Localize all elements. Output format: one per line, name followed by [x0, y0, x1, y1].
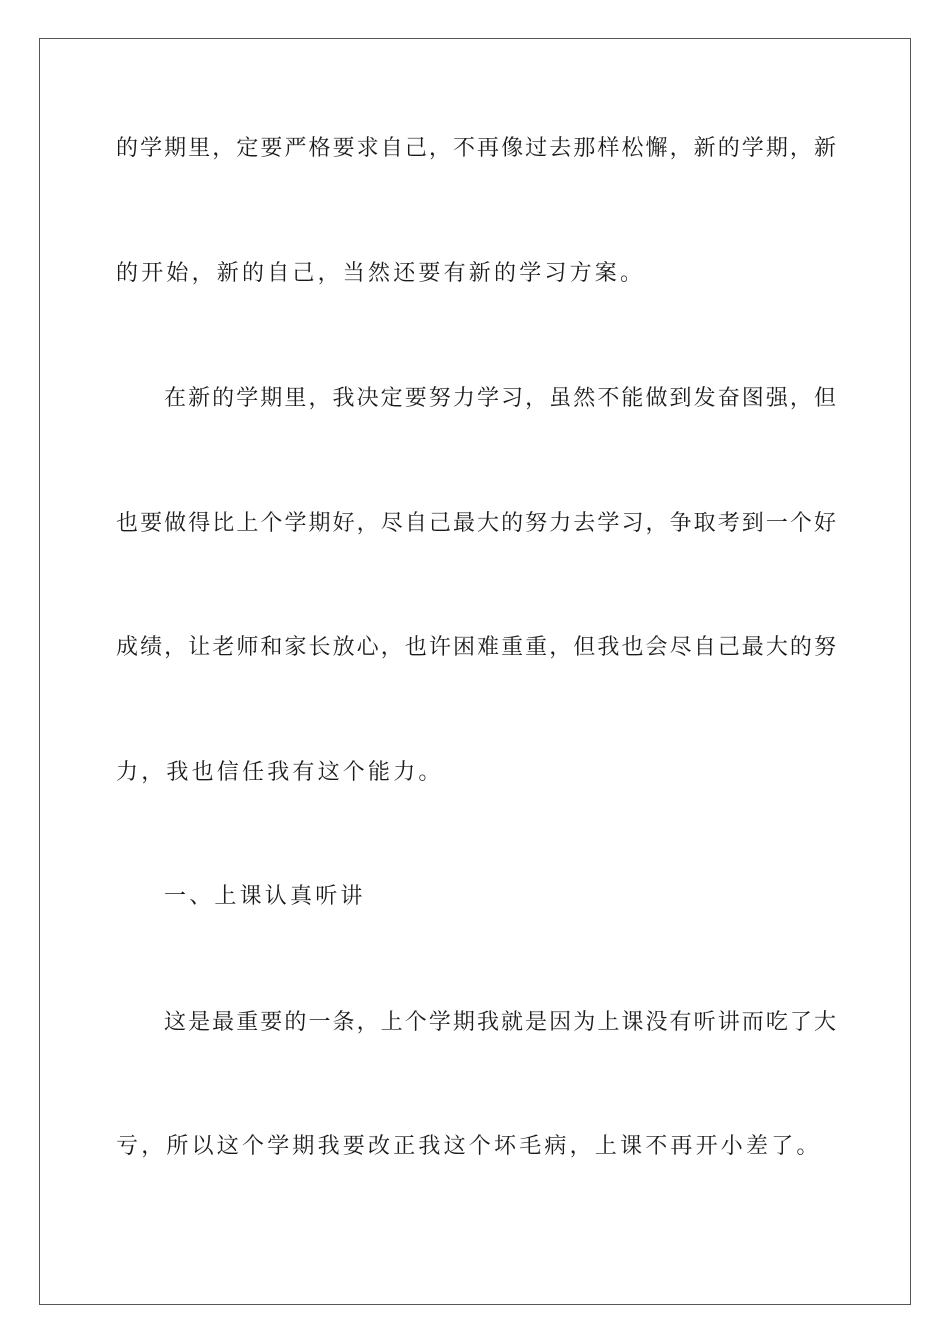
- paragraph-3-line-2: 亏，所以这个学期我要改正我这个坏毛病，上课不再开小差了。: [116, 1134, 822, 1159]
- paragraph-3-line-1: 这是最重要的一条，上个学期我就是因为上课没有听讲而吃了大: [164, 1010, 836, 1035]
- paragraph-1-line-2: 的开始，新的自己，当然还要有新的学习方案。: [116, 261, 646, 286]
- paragraph-2-line-3: 成绩，让老师和家长放心，也许困难重重，但我也会尽自己最大的努: [116, 635, 836, 660]
- page-border: [39, 38, 911, 1305]
- paragraph-1-line-1: 的学期里，定要严格要求自己，不再像过去那样松懈，新的学期，新: [116, 136, 836, 161]
- paragraph-2-line-1: 在新的学期里，我决定要努力学习，虽然不能做到发奋图强，但: [164, 386, 836, 411]
- section-heading: 一、上课认真听讲: [164, 884, 366, 909]
- paragraph-2-line-4: 力，我也信任我有这个能力。: [116, 760, 444, 785]
- paragraph-2-line-2: 也要做得比上个学期好，尽自己最大的努力去学习，争取考到一个好: [116, 511, 836, 536]
